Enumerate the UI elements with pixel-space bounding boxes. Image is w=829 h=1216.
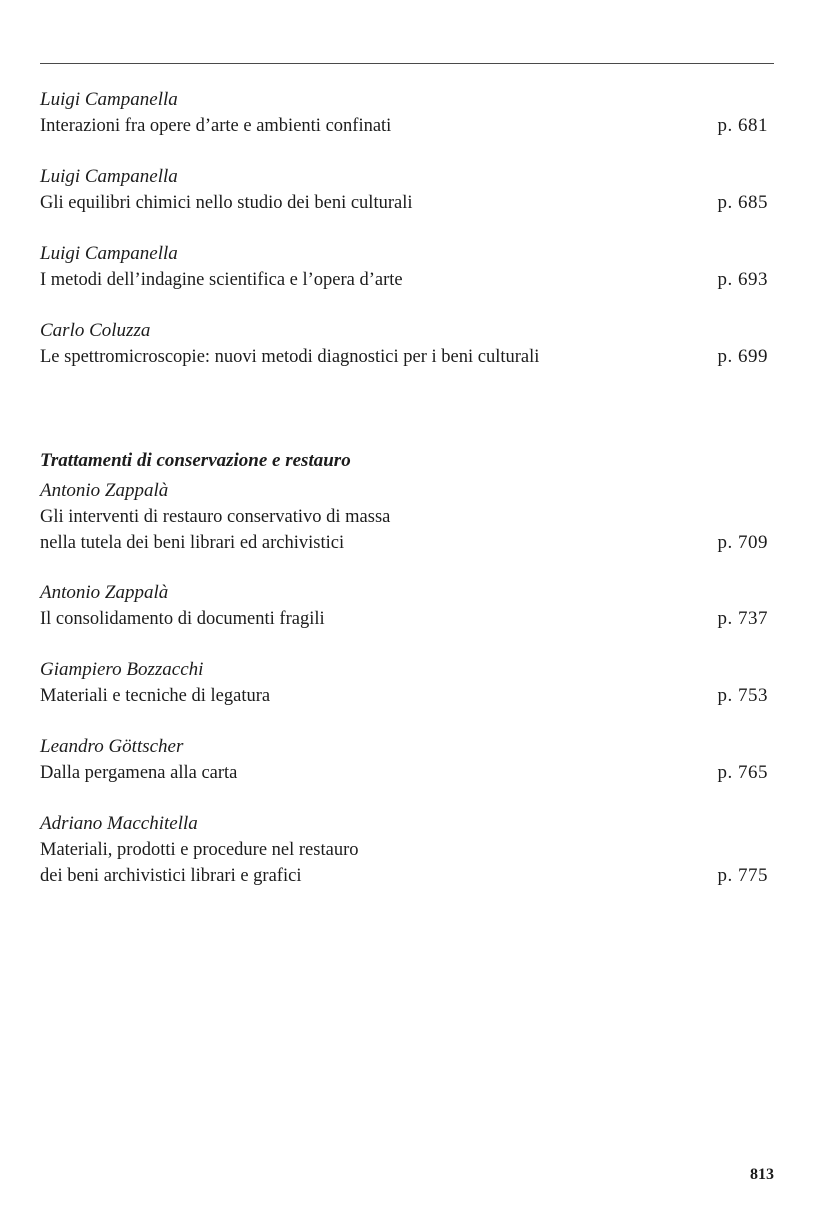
entry-title: Dalla pergamena alla carta — [40, 763, 238, 783]
entry-page-number: p. 765 — [717, 762, 768, 783]
entry-page-number: p. 775 — [717, 865, 768, 886]
entry-page-number: p. 709 — [717, 532, 768, 553]
toc-entry — [40, 734, 768, 786]
toc-entry — [40, 87, 768, 139]
toc-entry — [40, 241, 768, 293]
entry-title: Le spettromicroscopie: nuovi metodi diagnostici per i beni culturali — [40, 347, 540, 367]
top-rule — [40, 63, 774, 64]
entry-page-number: p. 699 — [717, 346, 768, 367]
entry-author: Adriano Macchitella — [40, 813, 198, 834]
toc-entry — [40, 580, 768, 632]
entry-author: Antonio Zappalà — [40, 480, 169, 501]
entry-author: Luigi Campanella — [40, 243, 178, 264]
entry-author: Leandro Göttscher — [40, 736, 184, 757]
entry-page-number: p. 685 — [717, 192, 768, 213]
entry-title: Gli equilibri chimici nello studio dei beni culturali — [40, 193, 413, 213]
toc-entry — [40, 478, 768, 556]
toc-entry — [40, 657, 768, 709]
entry-page-number: p. 681 — [717, 115, 768, 136]
entry-author: Luigi Campanella — [40, 166, 178, 187]
entry-author: Carlo Coluzza — [40, 320, 151, 341]
entry-title-line: Gli interventi di restauro conservativo di massa — [40, 507, 391, 527]
entry-page-number: p. 693 — [717, 269, 768, 290]
entry-title: Interazioni fra opere d’arte e ambienti confinati — [40, 116, 392, 136]
entry-author: Antonio Zappalà — [40, 582, 169, 603]
entry-page-number: p. 753 — [717, 685, 768, 706]
entry-title: Il consolidamento di documenti fragili — [40, 609, 325, 629]
section-heading: Trattamenti di conservazione e restauro — [40, 450, 351, 471]
entry-page-number: p. 737 — [717, 608, 768, 629]
entry-author: Luigi Campanella — [40, 89, 178, 110]
entry-author: Giampiero Bozzacchi — [40, 659, 204, 680]
entry-title-line: Materiali, prodotti e procedure nel restauro — [40, 840, 359, 860]
entry-title-line: dei beni archivistici librari e grafici — [40, 866, 302, 886]
entry-title: I metodi dell’indagine scientifica e l’opera d’arte — [40, 270, 403, 290]
toc-entry — [40, 318, 768, 370]
entry-title-line: nella tutela dei beni librari ed archivistici — [40, 533, 345, 553]
page-number: 813 — [750, 1166, 774, 1183]
entry-title: Materiali e tecniche di legatura — [40, 686, 271, 706]
toc-entry — [40, 811, 768, 889]
toc-entry — [40, 164, 768, 216]
